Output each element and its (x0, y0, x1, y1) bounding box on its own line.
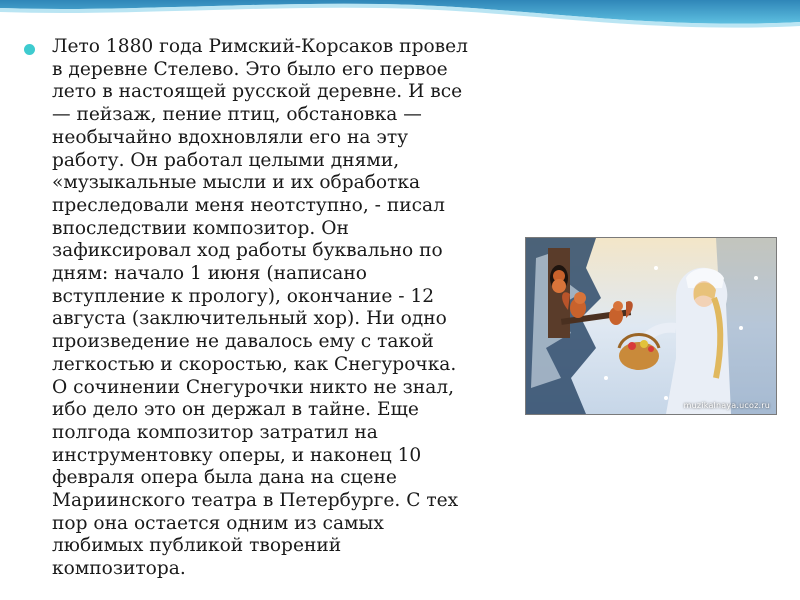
bullet-point-icon (24, 44, 35, 55)
illustration-picture (526, 238, 776, 414)
bullet-text: Лето 1880 года Римский-Корсаков провел в деревне Стелево. Это было его первое лето в настоящей русской деревне. И все — пейзаж, пение птиц, обстановка — необычайно вдохновляли его на эту работу. Он работал целыми днями, «музыкальные мысли и их обработка преследовали меня неотступно, - писал впоследствии композитор. Он зафиксировал ход работы буквально по дням: начало 1 июня (написано вступление к прологу), окончание - 12 августа (заключительный хор). Ни одно произведение не давалось ему с такой легкостью и скоростью, как Снегурочка. О сочинении Снегурочки никто не знал, ибо дело это он держал в тайне. Еще полгода композитор затратил на инструментовку оперы, и наконец 10 февраля опера была дана на сцене Мариинского театра в Петербурге. С тех пор она остается одним из самых любимых публикой творений композитора. (52, 36, 468, 580)
illustration-watermark: muzikalnaya.ucoz.ru (683, 401, 770, 410)
snegurochka-illustration (525, 237, 777, 415)
